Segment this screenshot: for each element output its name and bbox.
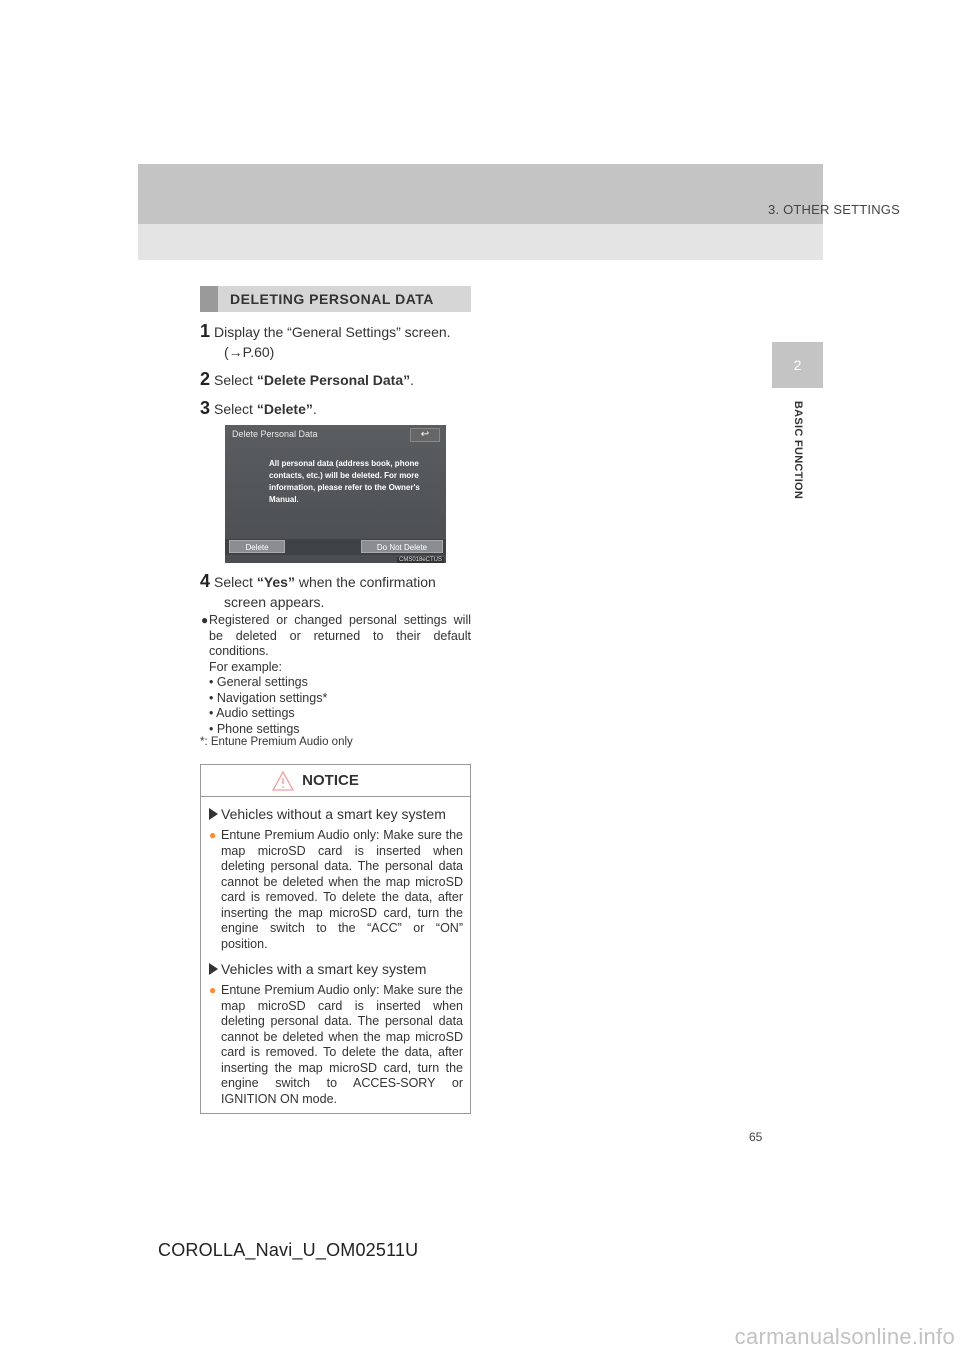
example-label: For example: (209, 659, 282, 674)
section-title: DELETING PERSONAL DATA (230, 291, 434, 307)
example-item: • General settings (209, 675, 308, 689)
notice-section-title-text: Vehicles with a smart key system (221, 961, 427, 977)
example-item: • Navigation settings* (209, 690, 328, 705)
notice-section-without-smart-key (201, 806, 470, 952)
step-3 (200, 398, 472, 419)
step-number: 2 (200, 369, 211, 389)
step-text-bold: “Yes” (256, 574, 295, 590)
notice-item-text: Entune Premium Audio only: Make sure the map microSD card is inserted when deleting personal data. The personal data cannot be deleted when the map microSD card is removed. To delete the data, after inserting the map microSD card, turn the engine switch to the “ACC” or “ON” position. (221, 828, 463, 951)
step-2 (200, 369, 472, 390)
step-text: Display the “General Settings” screen. (214, 324, 451, 340)
screen-title: Delete Personal Data (232, 429, 318, 439)
notice-section-with-smart-key (201, 961, 470, 1107)
notice-section-title-text: Vehicles without a smart key system (221, 806, 446, 822)
step-text-post: . (410, 372, 415, 388)
triangle-right-icon (209, 808, 218, 820)
warning-triangle-icon (272, 771, 294, 791)
page-number: 65 (749, 1130, 763, 1144)
screen-do-not-delete-button: Do Not Delete (361, 540, 443, 553)
screen-message: All personal data (address book, phone contacts, etc.) will be deleted. For more information, please refer to the Owner's Manual. (269, 459, 420, 504)
section-title-box (200, 286, 471, 312)
step-text-bold: “Delete Personal Data” (256, 372, 411, 388)
notice-box (200, 764, 471, 1114)
header-band (138, 164, 823, 224)
chapter-tab-label: BASIC FUNCTION (792, 400, 804, 500)
note-block (201, 613, 471, 737)
notice-header (201, 765, 470, 797)
step-text-pre: Select (214, 372, 257, 388)
step-number: 3 (200, 398, 211, 418)
notice-item-text: Entune Premium Audio only: Make sure the map microSD card is inserted when deleting personal data. The personal data cannot be deleted when the map microSD card is removed. To delete the data, after inserting the map microSD card, turn the engine switch to ACCES-SORY or IGNITION ON mode. (221, 983, 463, 1106)
image-code: CMS018eCTUS (398, 557, 442, 563)
example-item: • Phone settings (209, 721, 300, 736)
section-header: 3. OTHER SETTINGS (768, 202, 900, 217)
delete-personal-data-screenshot (225, 425, 446, 563)
example-item: • Audio settings (209, 706, 295, 720)
notice-title: NOTICE (302, 772, 359, 789)
step-text-pre: Select (214, 574, 257, 590)
notice-item (209, 828, 463, 952)
bullet-icon: ● (209, 983, 217, 997)
step-1 (200, 321, 472, 362)
chapter-tab-number: 2 (772, 342, 823, 388)
step-number: 1 (200, 321, 211, 341)
title-marker (200, 286, 218, 312)
footer-document-code: COROLLA_Navi_U_OM02511U (158, 1240, 419, 1260)
step-text-post: when the confirmation (294, 574, 436, 590)
watermark: carmanualsonline.info (734, 1324, 955, 1349)
bullet-icon: ● (209, 828, 217, 842)
step-text-cont: (→P.60) (224, 344, 275, 360)
footnote: *: Entune Premium Audio only (200, 736, 353, 748)
step-text-post: . (312, 401, 317, 417)
step-4 (200, 571, 472, 612)
step-text-cont: screen appears. (224, 594, 325, 610)
bullet-icon: ● (201, 613, 209, 627)
step-text-pre: Select (214, 401, 257, 417)
step-text-bold: “Delete” (256, 401, 313, 417)
notice-item (209, 983, 463, 1107)
header-sub-band (138, 224, 823, 260)
back-icon: ↩ (410, 428, 440, 442)
note-text: Registered or changed personal settings will be deleted or returned to their default conditions. (209, 613, 471, 658)
step-number: 4 (200, 571, 211, 591)
screen-delete-button: Delete (229, 540, 285, 553)
notice-section-title (209, 806, 463, 822)
triangle-right-icon (209, 963, 218, 975)
notice-section-title (209, 961, 463, 977)
